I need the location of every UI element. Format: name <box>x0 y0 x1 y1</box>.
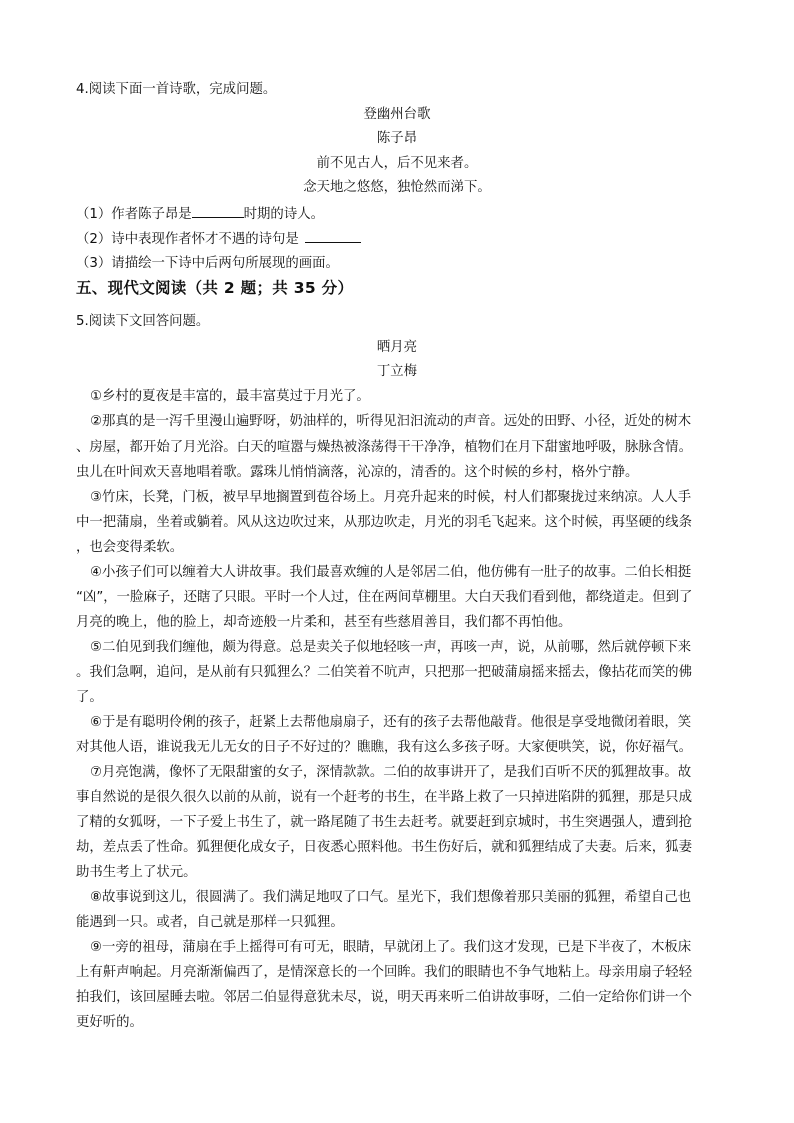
sub-question-1 <box>76 205 324 223</box>
answer-blank-2[interactable] <box>305 230 361 243</box>
article-line: 能遇到一只。或者，自己就是那样一只狐狸。 <box>76 915 344 930</box>
article-line: ⑥于是有聪明伶俐的孩子，赶紧上去帮他扇扇子，还有的孩子去帮他敲背。他很是享受地微闭着眼，笑 <box>90 715 692 730</box>
article-line: 更好听的。 <box>76 1015 143 1030</box>
article-line: 劫，差点丢了性命。狐狸便化成女子，日夜悉心照料他。书生伤好后，就和狐狸结成了夫妻。后来，狐妻 <box>76 840 692 855</box>
article-line: ②那真的是一泻千里漫山遍野呀，奶油样的，听得见汩汩流动的声音。远处的田野、小径，近处的树木 <box>90 414 692 429</box>
article-line: 月亮的晚上，他的脸上，却奇迹般一片柔和，甚至有些慈眉善目，我们都不再怕他。 <box>76 615 572 630</box>
article-line: ⑨一旁的祖母，蒲扇在手上摇得可有可无，眼睛，早就闭上了。我们这才发现，已是下半夜了，木板床 <box>90 940 692 955</box>
article-line: ⑤二伯见到我们缠他，颇为得意。总是卖关子似地轻咳一声，再咳一声，说，从前哪，然后就停顿下来 <box>90 640 692 655</box>
article-line: 拍我们，该回屋睡去啦。邻居二伯显得意犹未尽，说，明天再来听二伯讲故事呀，二伯一定给你们讲一个 <box>76 990 692 1005</box>
sub-question-1-pre: （1）作者陈子昂是 <box>76 207 192 222</box>
article-line: ④小孩子们可以缠着大人讲故事。我们最喜欢缠的人是邻居二伯，他仿佛有一肚子的故事。二伯长相挺 <box>90 565 692 580</box>
article-line: ③竹床，长凳，门板，被早早地搁置到苞谷场上。月亮升起来的时候，村人们都聚拢过来纳凉。人人手 <box>90 490 692 505</box>
poem-line-1: 前不见古人，后不见来者。 <box>316 156 478 171</box>
article-line: 中一把蒲扇，坐着或躺着。风从这边吹过来，从那边吹走，月光的羽毛飞起来。这个时候，再坚硬的线条 <box>76 515 692 530</box>
sub-question-3: （3）请描绘一下诗中后两句所展现的画面。 <box>76 256 339 271</box>
article-line: 了精的女狐呀，一下子爱上书生了，就一路尾随了书生去赶考。就要赶到京城时，书生突遇强人，遭到抢 <box>76 815 692 830</box>
article-line: ，也会变得柔软。 <box>76 540 184 555</box>
question-5-prompt: 5.阅读下文回答问题。 <box>76 314 210 329</box>
sub-question-1-post: 时期的诗人。 <box>243 207 324 222</box>
article-line: 虫儿在叶间欢天喜地唱着歌。露珠儿悄悄滴落，沁凉的，清香的。这个时候的乡村，格外宁静。 <box>76 465 639 480</box>
article-author: 丁立梅 <box>376 364 418 379</box>
answer-blank-1[interactable] <box>192 205 244 218</box>
sub-question-2 <box>76 230 361 248</box>
poem-title: 登幽州台歌 <box>363 107 431 122</box>
article-title: 晒月亮 <box>376 340 418 355</box>
article-line: 。我们急啊，追问，是从前有只狐狸么？二伯笑着不吭声，只把那一把破蒲扇摇来摇去，像拈花而笑的佛 <box>76 665 692 680</box>
question-4-prompt: 4.阅读下面一首诗歌，完成问题。 <box>76 82 277 97</box>
article-line: 了。 <box>76 690 103 705</box>
article-line: ①乡村的夏夜是丰富的，最丰富莫过于月光了。 <box>90 389 370 404</box>
sub-question-2-text: （2）诗中表现作者怀才不遇的诗句是 <box>76 232 299 247</box>
article-line: 对其他人语，谁说我无儿无女的日子不好过的？瞧瞧，我有这么多孩子呀。大家便哄笑，说，你好福气。 <box>76 740 692 755</box>
article-line: 事自然说的是很久很久以前的从前，说有一个赶考的书生，在半路上救了一只掉进陷阱的狐狸，那是只成 <box>76 790 692 805</box>
poem-line-2: 念天地之悠悠，独怆然而涕下。 <box>303 180 491 195</box>
article-line: “凶”，一脸麻子，还瞎了只眼。平时一个人过，住在两间草棚里。大白天我们看到他，都绕道走。但到了 <box>76 590 693 605</box>
poem-author: 陈子昂 <box>376 131 418 146</box>
article-line: 助书生考上了状元。 <box>76 865 197 880</box>
section-heading: 五、现代文阅读（共 2 题；共 35 分） <box>76 279 354 297</box>
article-line: ⑦月亮饱满，像怀了无限甜蜜的女子，深情款款。二伯的故事讲开了，是我们百听不厌的狐狸故事。故 <box>90 765 692 780</box>
article-line: 上有鼾声响起。月亮渐渐偏西了，是情深意长的一个回眸。我们的眼睛也不争气地粘上。母亲用扇子轻轻 <box>76 965 692 980</box>
article-line: 、房屋，都开始了月光浴。白天的喧嚣与燥热被涤荡得干干净净，植物们在月下甜蜜地呼吸，脉脉含情。 <box>76 440 692 455</box>
article-line: ⑧故事说到这儿，很圆满了。我们满足地叹了口气。星光下，我们想像着那只美丽的狐狸，希望自己也 <box>90 890 692 905</box>
